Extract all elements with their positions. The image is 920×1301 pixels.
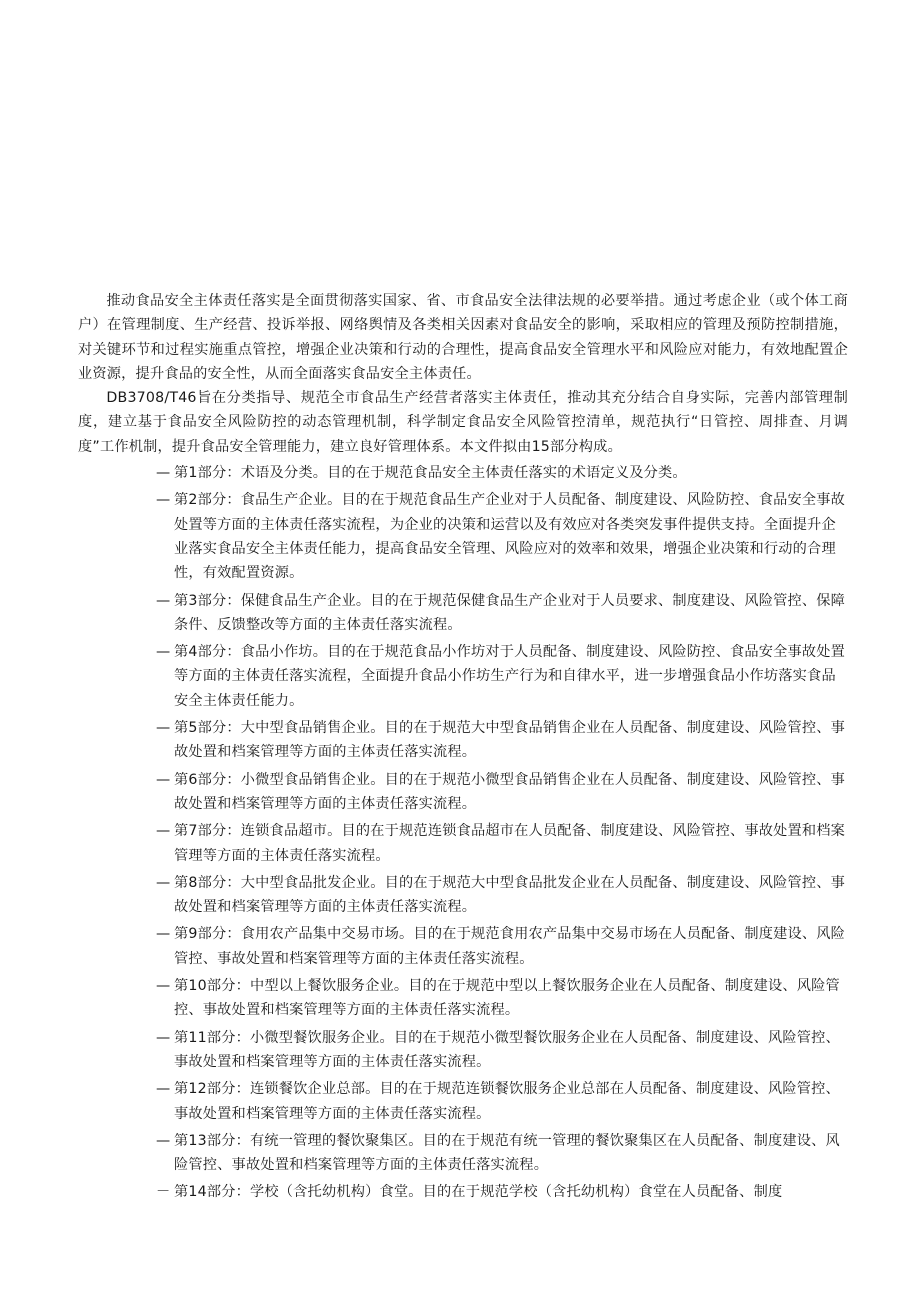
intro-paragraph: DB3708/T46旨在分类指导、规范全市食品生产经营者落实主体责任，推动其充分结合自身实际，完善内部管理制度，建立基于食品安全风险防控的动态管理机制，科学制定食品安全风险管控清单，规范执行“日管控、周排查、月调度”工作机制，提升食品安全管理能力，建立良好管理体系。本文件拟由15部分构成。 — [78, 390, 848, 455]
list-dash: — — [156, 644, 171, 661]
list-item — [0, 461, 848, 485]
list-item — [0, 1077, 848, 1126]
list-item-text: 第14部分：学校（含托幼机构）食堂。目的在于规范学校（含托幼机构）食堂在人员配备、制度 — [174, 1184, 783, 1201]
list-item-text: 第6部分：小微型食品销售企业。目的在于规范小微型食品销售企业在人员配备、制度建设、风险管控、事故处置和档案管理等方面的主体责任落实流程。 — [174, 771, 846, 812]
list-item — [0, 1026, 848, 1075]
list-dash: — — [156, 492, 171, 509]
list-item-text: 第5部分：大中型食品销售企业。目的在于规范大中型食品销售企业在人员配备、制度建设、风险管控、事故处置和档案管理等方面的主体责任落实流程。 — [174, 720, 846, 761]
list-dash: — — [156, 1132, 171, 1149]
list-dash: — — [156, 823, 171, 840]
list-dash: — — [156, 592, 171, 609]
list-item-text: 第13部分：有统一管理的餐饮聚集区。目的在于规范有统一管理的餐饮聚集区在人员配备、制度建设、风险管控、事故处置和档案管理等方面的主体责任落实流程。 — [174, 1132, 840, 1174]
list-item — [0, 589, 848, 638]
list-item — [0, 716, 848, 765]
list-item — [0, 922, 848, 971]
list-dash: — — [156, 926, 171, 943]
list-item-text: 第1部分：术语及分类。目的在于规范食品安全主体责任落实的术语定义及分类。 — [174, 465, 687, 482]
list-item-text: 第4部分：食品小作坊。目的在于规范食品小作坊对于人员配备、制度建设、风险防控、食品安全事故处置等方面的主体责任落实流程，全面提升食品小作坊生产行为和自律水平，进一步增强食品小作坊落实食品安全主体责任能力。 — [174, 644, 846, 709]
list-item — [0, 1180, 848, 1204]
document-body — [78, 289, 848, 1208]
list-item — [0, 488, 848, 585]
list-dash: — — [156, 771, 171, 788]
list-item-text: 第11部分：小微型餐饮服务企业。目的在于规范小微型餐饮服务企业在人员配备、制度建设、风险管控、事故处置和档案管理等方面的主体责任落实流程。 — [174, 1029, 840, 1070]
list-dash: － — [156, 1184, 171, 1201]
list-item-text: 第12部分：连锁餐饮企业总部。目的在于规范连锁餐饮服务企业总部在人员配备、制度建设、风险管控、事故处置和档案管理等方面的主体责任落实流程。 — [174, 1081, 840, 1122]
list-dash: — — [156, 1029, 171, 1046]
list-item-text: 第7部分：连锁食品超市。目的在于规范连锁食品超市在人员配备、制度建设、风险管控、事故处置和档案管理等方面的主体责任落实流程。 — [174, 823, 846, 864]
list-dash: — — [156, 1081, 171, 1098]
list-item-text: 第8部分：大中型食品批发企业。目的在于规范大中型食品批发企业在人员配备、制度建设、风险管控、事故处置和档案管理等方面的主体责任落实流程。 — [174, 874, 846, 916]
list-item — [0, 640, 848, 713]
list-item — [0, 768, 848, 817]
list-item — [0, 819, 848, 868]
list-dash: — — [156, 978, 171, 995]
parts-list — [0, 461, 848, 1205]
list-item — [0, 1129, 848, 1178]
list-item-text: 第3部分：保健食品生产企业。目的在于规范保健食品生产企业对于人员要求、制度建设、风险管控、保障条件、反馈整改等方面的主体责任落实流程。 — [174, 592, 846, 633]
list-item-text: 第10部分：中型以上餐饮服务企业。目的在于规范中型以上餐饮服务企业在人员配备、制度建设、风险管控、事故处置和档案管理等方面的主体责任落实流程。 — [174, 978, 840, 1019]
intro-paragraph: 推动食品安全主体责任落实是全面贯彻落实国家、省、市食品安全法律法规的必要举措。通过考虑企业（或个体工商户）在管理制度、生产经营、投诉举报、网络舆情及各类相关因素对食品安全的影响，采取相应的管理及预防控制措施，对关键环节和过程实施重点管控，增强企业决策和行动的合理性，提高食品安全管理水平和风险应对能力，有效地配置企业资源，提升食品的安全性，从而全面落实食品安全主体责任。 — [78, 293, 848, 382]
list-dash: — — [156, 874, 171, 891]
list-dash: — — [156, 720, 171, 737]
list-item-text: 第2部分：食品生产企业。目的在于规范食品生产企业对于人员配备、制度建设、风险防控、食品安全事故处置等方面的主体责任落实流程，为企业的决策和运营以及有效应对各类突发事件提供支持。全面提升企业落实食品安全主体责任能力，提高食品安全管理、风险应对的效率和效果，增强企业决策和行动的合理性，有效配置资源。 — [174, 492, 846, 582]
list-item — [0, 871, 848, 920]
list-dash: — — [156, 465, 171, 482]
list-item-text: 第9部分：食用农产品集中交易市场。目的在于规范食用农产品集中交易市场在人员配备、制度建设、风险管控、事故处置和档案管理等方面的主体责任落实流程。 — [174, 926, 846, 967]
list-item — [0, 974, 848, 1023]
